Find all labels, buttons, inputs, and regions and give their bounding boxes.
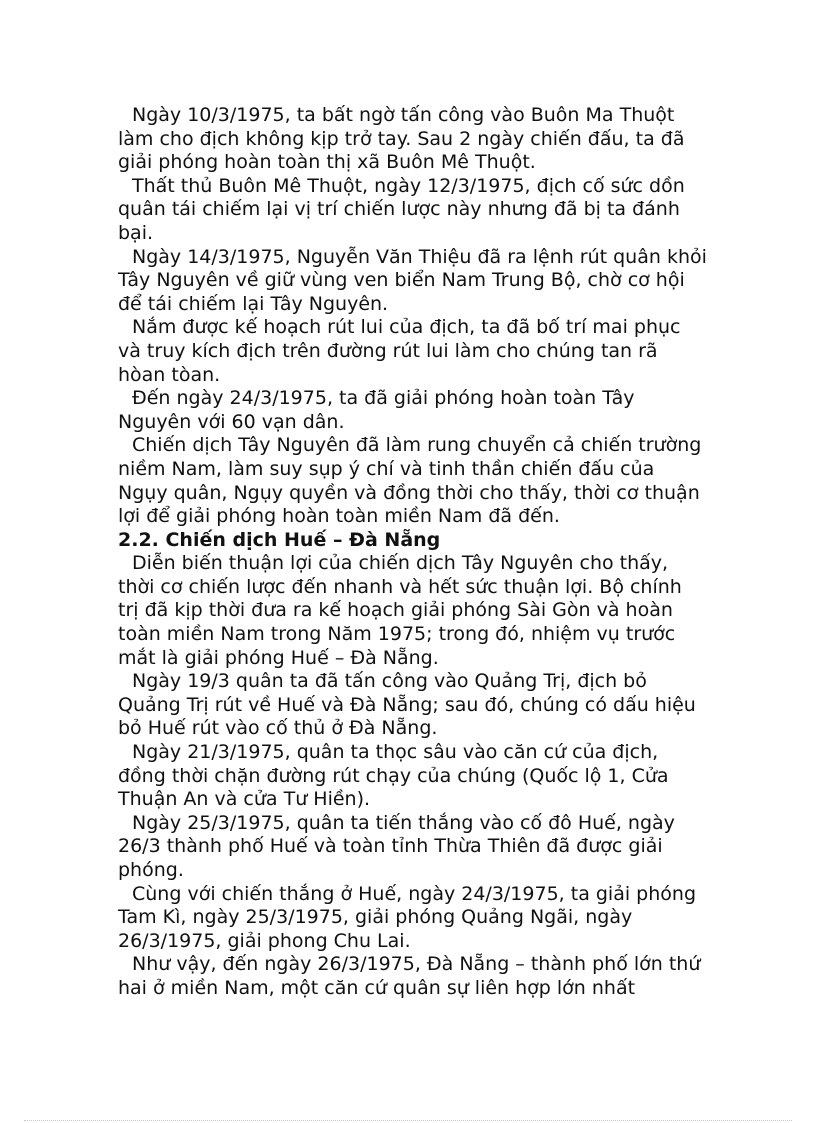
paragraph: Ngày 25/3/1975, quân ta tiến thắng vào cố đô Huế, ngày 26/3 thành phố Huế và toàn tỉnh Thừa Thiên đã được giải phóng.	[118, 811, 675, 881]
paragraph: Như vậy, đến ngày 26/3/1975, Đà Nẵng – thành phố lớn thứ hai ở miền Nam, một căn cứ quân sự liên hợp lớn nhất	[118, 953, 701, 999]
paragraph: Ngày 21/3/1975, quân ta thọc sâu vào căn cứ của địch, đồng thời chặn đường rút chạy của chúng (Quốc lộ 1, Cửa Thuận An và cửa Tư Hiền).	[118, 741, 669, 811]
page-bottom-divider	[24, 1120, 792, 1121]
paragraph: Nắm được kế hoạch rút lui của địch, ta đã bố trí mai phục và truy kích địch trên đường rút lui làm cho chúng tan rã hòan tòan.	[118, 316, 681, 386]
document-page	[118, 104, 708, 1001]
paragraph: Diễn biến thuận lợi của chiến dịch Tây Nguyên cho thấy, thời cơ chiến lược đến nhanh và hết sức thuận lợi. Bộ chính trị đã kịp thời đưa ra kế hoạch giải phóng Sài Gòn và hoàn toàn miền Nam trong Năm 1975; trong đó, nhiệm vụ trước mắt là giải phóng Huế – Đà Nẵng.	[118, 552, 682, 669]
paragraph: Ngày 14/3/1975, Nguyễn Văn Thiệu đã ra lệnh rút quân khỏi Tây Nguyên về giữ vùng ven biển Nam Trung Bộ, chờ cơ hội để tái chiếm lại Tây Nguyên.	[118, 245, 707, 315]
section-heading: 2.2. Chiến dịch Huế – Đà Nẵng	[118, 528, 441, 551]
paragraph: Đến ngày 24/3/1975, ta đã giải phóng hoàn toàn Tây Nguyên với 60 vạn dân.	[118, 387, 635, 433]
paragraph: Ngày 19/3 quân ta đã tấn công vào Quảng Trị, địch bỏ Quảng Trị rút về Huế và Đà Nẵng; sau đó, chúng có dấu hiệu bỏ Huế rút vào cố thủ ở Đà Nẵng.	[118, 670, 696, 740]
paragraph: Ngày 10/3/1975, ta bất ngờ tấn công vào Buôn Ma Thuột làm cho địch không kịp trở tay. Sau 2 ngày chiến đấu, ta đã giải phóng hoàn toàn thị xã Buôn Mê Thuột.	[118, 104, 685, 174]
paragraph: Thất thủ Buôn Mê Thuột, ngày 12/3/1975, địch cố sức dồn quân tái chiếm lại vị trí chiến lược này nhưng đã bị ta đánh bại.	[118, 174, 685, 244]
paragraph: Chiến dịch Tây Nguyên đã làm rung chuyển cả chiến trường niềm Nam, làm suy sụp ý chí và tinh thần chiến đấu của Ngụy quân, Ngụy quyền và đồng thời cho thấy, thời cơ thuận lợi để giải phóng hoàn toàn miền Nam đã đến.	[118, 434, 702, 528]
paragraph: Cùng với chiến thắng ở Huế, ngày 24/3/1975, ta giải phóng Tam Kì, ngày 25/3/1975, giải phóng Quảng Ngãi, ngày 26/3/1975, giải phong Chu Lai.	[118, 882, 697, 952]
